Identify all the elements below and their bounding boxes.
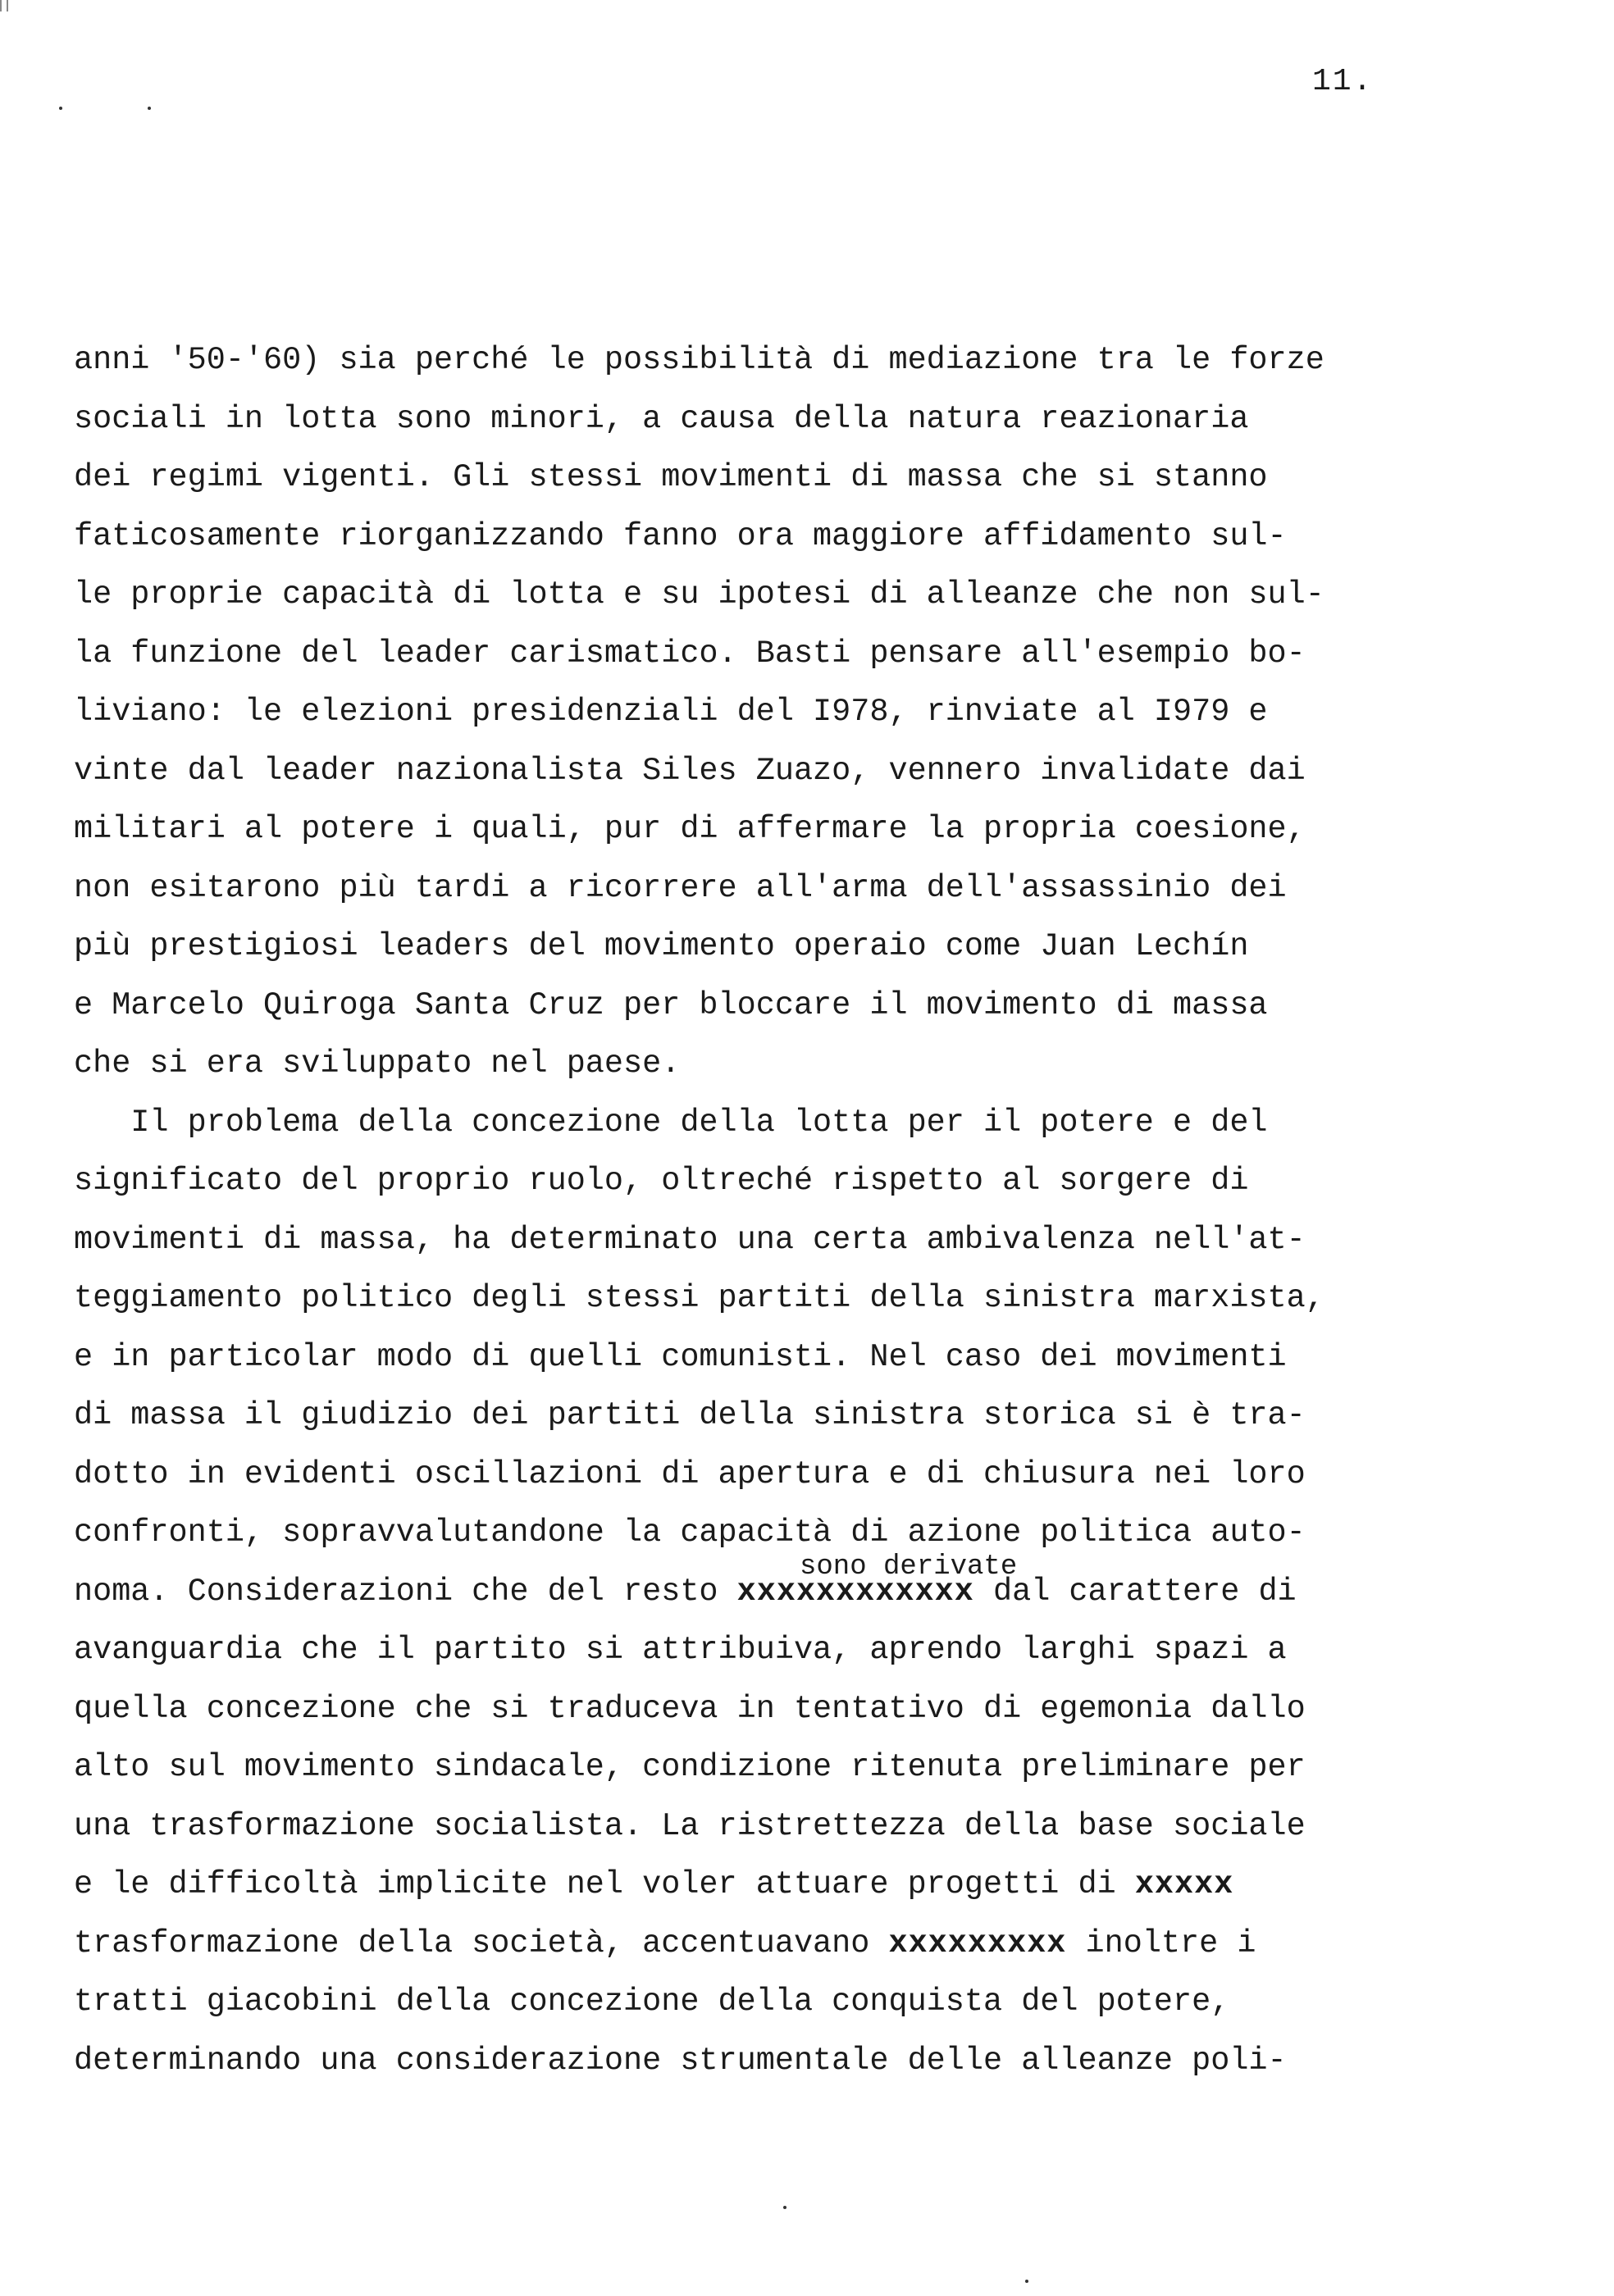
- text-line-content: non esitarono più tardi a ricorrere all'arma dell'assassinio dei: [74, 869, 1287, 906]
- text-line: [74, 752, 1306, 789]
- text-line: [74, 1221, 1306, 1258]
- text-line: [74, 1517, 1306, 1549]
- struck-out-text: xxxxxxxxxxxx: [736, 1573, 974, 1610]
- text-line: [74, 1104, 1268, 1141]
- text-line-content: una trasformazione socialista. La ristrettezza della base sociale: [74, 1807, 1306, 1844]
- text-line: [74, 696, 1268, 728]
- text-line: [74, 986, 1268, 1023]
- text-line: [74, 1690, 1306, 1727]
- text-line-content: determinando una considerazione strumentale delle alleanze poli-: [74, 2042, 1287, 2079]
- text-line-content: vinte dal leader nazionalista Siles Zuazo, vennero invalidate dai: [74, 752, 1306, 789]
- text-line-content: e Marcelo Quiroga Santa Cruz per bloccare il movimento di massa: [74, 986, 1268, 1023]
- handwritten-insertion: sono derivate: [800, 1551, 1018, 1583]
- text-line-content: e le difficoltà implicite nel voler attuare progetti di: [74, 1866, 1135, 1902]
- text-line: [74, 928, 1249, 964]
- text-line: [74, 2042, 1287, 2079]
- text-line: [74, 1573, 1297, 1610]
- text-line: [74, 1048, 680, 1080]
- text-line-content: dei regimi vigenti. Gli stessi movimenti di massa che si stanno: [74, 459, 1268, 495]
- text-line: [74, 1807, 1306, 1844]
- page-number: 11.: [1312, 64, 1374, 99]
- text-line-content: Il problema della concezione della lotta per il potere e del: [74, 1104, 1268, 1141]
- text-line: [74, 813, 1306, 845]
- text-line-content: tratti giacobini della concezione della conquista del potere,: [74, 1984, 1230, 2020]
- text-line-content: teggiamento politico degli stessi partiti della sinistra marxista,: [74, 1280, 1324, 1316]
- text-line: [74, 517, 1287, 554]
- text-line-content: e in particolar modo di quelli comunisti. Nel caso dei movimenti: [74, 1338, 1287, 1375]
- text-line: [74, 1397, 1306, 1433]
- text-line-content: più prestigiosi leaders del movimento operaio come Juan Lechín: [74, 928, 1249, 964]
- scan-speck: [783, 2206, 786, 2209]
- text-line-content: noma. Considerazioni che del resto: [74, 1573, 737, 1610]
- struck-out-text: xxxxxxxxx: [888, 1925, 1067, 1961]
- scan-speck: [1025, 2280, 1028, 2283]
- text-line-content: anni '50-'60) sia perché le possibilità di mediazione tra le forze: [74, 342, 1324, 378]
- text-line: [74, 869, 1287, 906]
- text-line-continuation: inoltre i: [1066, 1925, 1256, 1961]
- text-line: [74, 459, 1268, 495]
- text-line-content: dotto in evidenti oscillazioni di apertura e di chiusura nei loro: [74, 1456, 1306, 1492]
- text-line: [74, 1986, 1229, 2018]
- text-line: [74, 1749, 1306, 1785]
- text-line-content: che si era sviluppato nel paese.: [74, 1046, 681, 1082]
- text-line-content: la funzione del leader carismatico. Basti pensare all'esempio bo-: [74, 635, 1306, 672]
- text-line: [74, 1165, 1248, 1197]
- text-line-content: quella concezione che si traduceva in tentativo di egemonia dallo: [74, 1690, 1306, 1727]
- text-line: [74, 1282, 1324, 1314]
- text-line: [74, 635, 1306, 672]
- text-line-content: sociali in lotta sono minori, a causa della natura reazionaria: [74, 400, 1249, 437]
- text-line: [74, 1456, 1306, 1492]
- scan-speck: [59, 107, 62, 110]
- text-line: [74, 576, 1324, 613]
- text-line-content: trasformazione della società, accentuavano: [74, 1925, 889, 1961]
- text-line: [74, 1925, 1256, 1961]
- text-line-content: alto sul movimento sindacale, condizione ritenuta preliminare per: [74, 1749, 1306, 1785]
- text-line-content: avanguardia che il partito si attribuiva, aprendo larghi spazi a: [74, 1632, 1287, 1668]
- scan-edge-mark: [0, 0, 8, 11]
- text-line-content: movimenti di massa, ha determinato una certa ambivalenza nell'at-: [74, 1221, 1306, 1258]
- text-line-content: liviano: le elezioni presidenziali del I978, rinviate al I979 e: [74, 694, 1268, 730]
- text-line-content: di massa il giudizio dei partiti della sinistra storica si è tra-: [74, 1397, 1306, 1433]
- text-line: [74, 1634, 1287, 1666]
- text-line-content: faticosamente riorganizzando fanno ora maggiore affidamento sul-: [74, 517, 1287, 554]
- struck-out-text: xxxxx: [1134, 1866, 1234, 1902]
- text-line-content: significato del proprio ruolo, oltreché rispetto al sorgere di: [74, 1163, 1249, 1199]
- text-line-content: le proprie capacità di lotta e su ipotesi di alleanze che non sul-: [74, 576, 1324, 613]
- text-line: [74, 400, 1249, 437]
- text-line: [74, 344, 1324, 376]
- text-line-continuation: dal carattere di: [973, 1573, 1297, 1610]
- text-line-content: confronti, sopravvalutandone la capacità di azione politica auto-: [74, 1515, 1306, 1551]
- text-line-content: militari al potere i quali, pur di affermare la propria coesione,: [74, 811, 1306, 847]
- scan-speck: [148, 107, 151, 110]
- text-line: [74, 1338, 1287, 1375]
- text-line: [74, 1866, 1234, 1902]
